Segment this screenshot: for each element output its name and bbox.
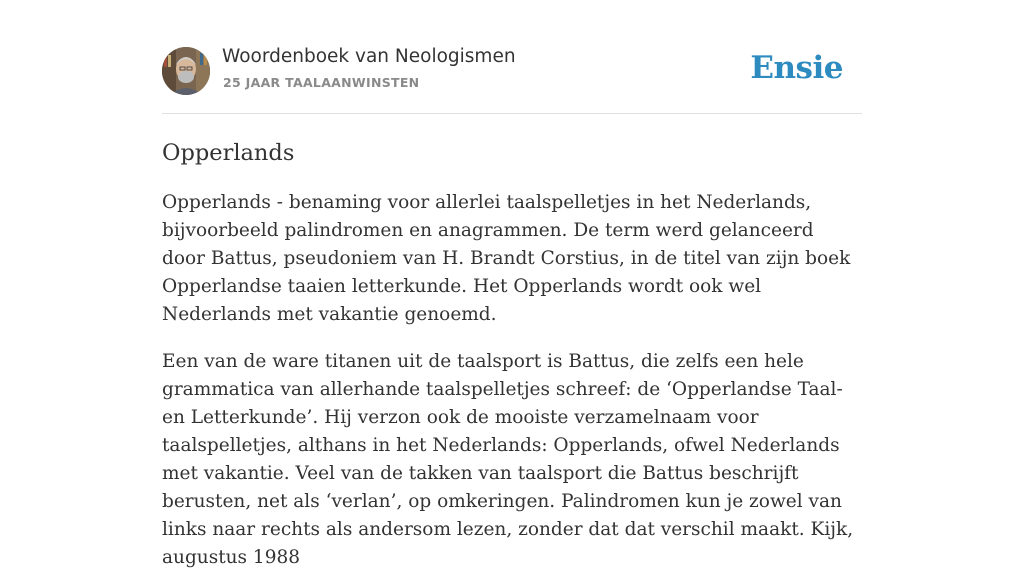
entry-title: Opperlands	[162, 140, 295, 166]
entry-paragraph: Een van de ware titanen uit de taalsport is Battus, die zelfs een hele grammatica van allerhande taalspelletjes schreef: de ‘Opperlandse Taal- en Letterkunde’. Hij verzon ook de mooiste verzamelnaam voor taalspelletjes, althans in het Nederlands: Opperlands, ofwel Nederlands met vakantie. Veel van de takken van taalsport die Battus beschrijft berusten, net als ‘verlan’, op omkeringen. Palindromen kun je zowel van links naar rechts als andersom lezen, zonder dat dat verschil maakt. Kijk, augustus 1988	[162, 351, 854, 568]
site-subtitle: 25 JAAR TAALAANWINSTEN	[223, 75, 420, 90]
site-title[interactable]: Woordenboek van Neologismen	[222, 46, 516, 67]
avatar[interactable]	[162, 47, 210, 95]
author-portrait-icon	[162, 47, 210, 95]
site-header	[162, 0, 862, 114]
entry-paragraph: Opperlands - benaming voor allerlei taalspelletjes in het Nederlands, bijvoorbeeld palindromen en anagrammen. De term werd gelanceerd door Battus, pseudoniem van H. Brandt Corstius, in de titel van zijn boek Opperlandse taaien letterkunde. Het Opperlands wordt ook wel Nederlands met vakantie genoemd.	[162, 192, 851, 325]
brand-logo[interactable]: Ensie	[750, 50, 843, 86]
page-container	[162, 0, 862, 572]
